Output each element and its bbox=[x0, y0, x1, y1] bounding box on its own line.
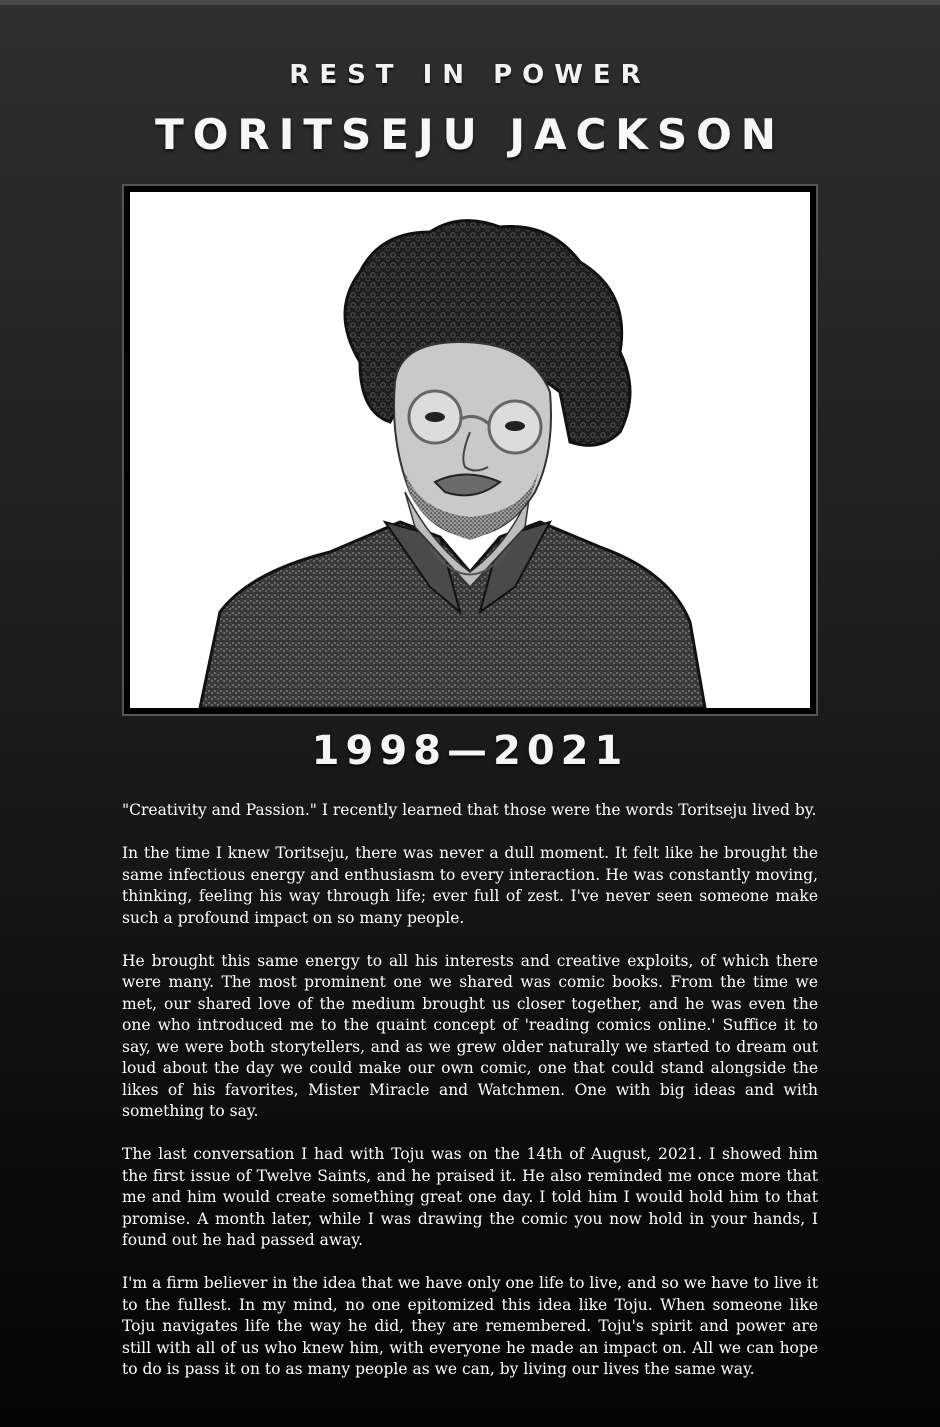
portrait-illustration-icon bbox=[130, 192, 810, 708]
tribute-text bbox=[122, 800, 818, 1402]
header-name: TORITSEJU JACKSON bbox=[155, 110, 785, 159]
paragraph: The last conversation I had with Toju was on the 14th of August, 2021. I showed him the first issue of Twelve Saints, and he praised it. He also reminded me once more that me and him would create something great one day. I told him I would hold him to that promise. A month later, while I was drawing the comic you now hold in your hands, I found out he had passed away. bbox=[122, 1145, 818, 1249]
portrait-frame bbox=[122, 184, 818, 716]
life-years: 1998—2021 bbox=[311, 728, 629, 774]
header-subtitle: REST IN POWER bbox=[289, 60, 651, 90]
paragraph: He brought this same energy to all his interests and creative exploits, of which there were many. The most prominent one we shared was comic books. From the time we met, our shared love of the medium brought us closer together, and he was even the one who introduced me to the quaint concept of 'reading comics online.' Suffice it to say, we were both storytellers, and as we grew older naturally we started to dream out loud about the day we could make our own comic, one that could stand alongside the likes of his favorites, Mister Miracle and Watchmen. One with big ideas and with something to say. bbox=[122, 951, 818, 1120]
paragraph: "Creativity and Passion." I recently learned that those were the words Toritseju lived by. bbox=[122, 801, 817, 819]
paragraph: I'm a firm believer in the idea that we have only one life to live, and so we have to live it to the fullest. In my mind, no one epitomized this idea like Toju. When someone like Toju navigates life the way he did, they are remembered. Toju's spirit and power are still with all of us who knew him, with everyone he made an impact on. All we can hope to do is pass it on to as many people as we can, by living our lives the same way. bbox=[122, 1274, 818, 1378]
paragraph: In the time I knew Toritseju, there was never a dull moment. It felt like he brought the same infectious energy and enthusiasm to every interaction. He was constantly moving, thinking, feeling his way through life; ever full of zest. I've never seen someone make such a profound impact on so many people. bbox=[122, 844, 818, 927]
top-border bbox=[0, 0, 940, 5]
